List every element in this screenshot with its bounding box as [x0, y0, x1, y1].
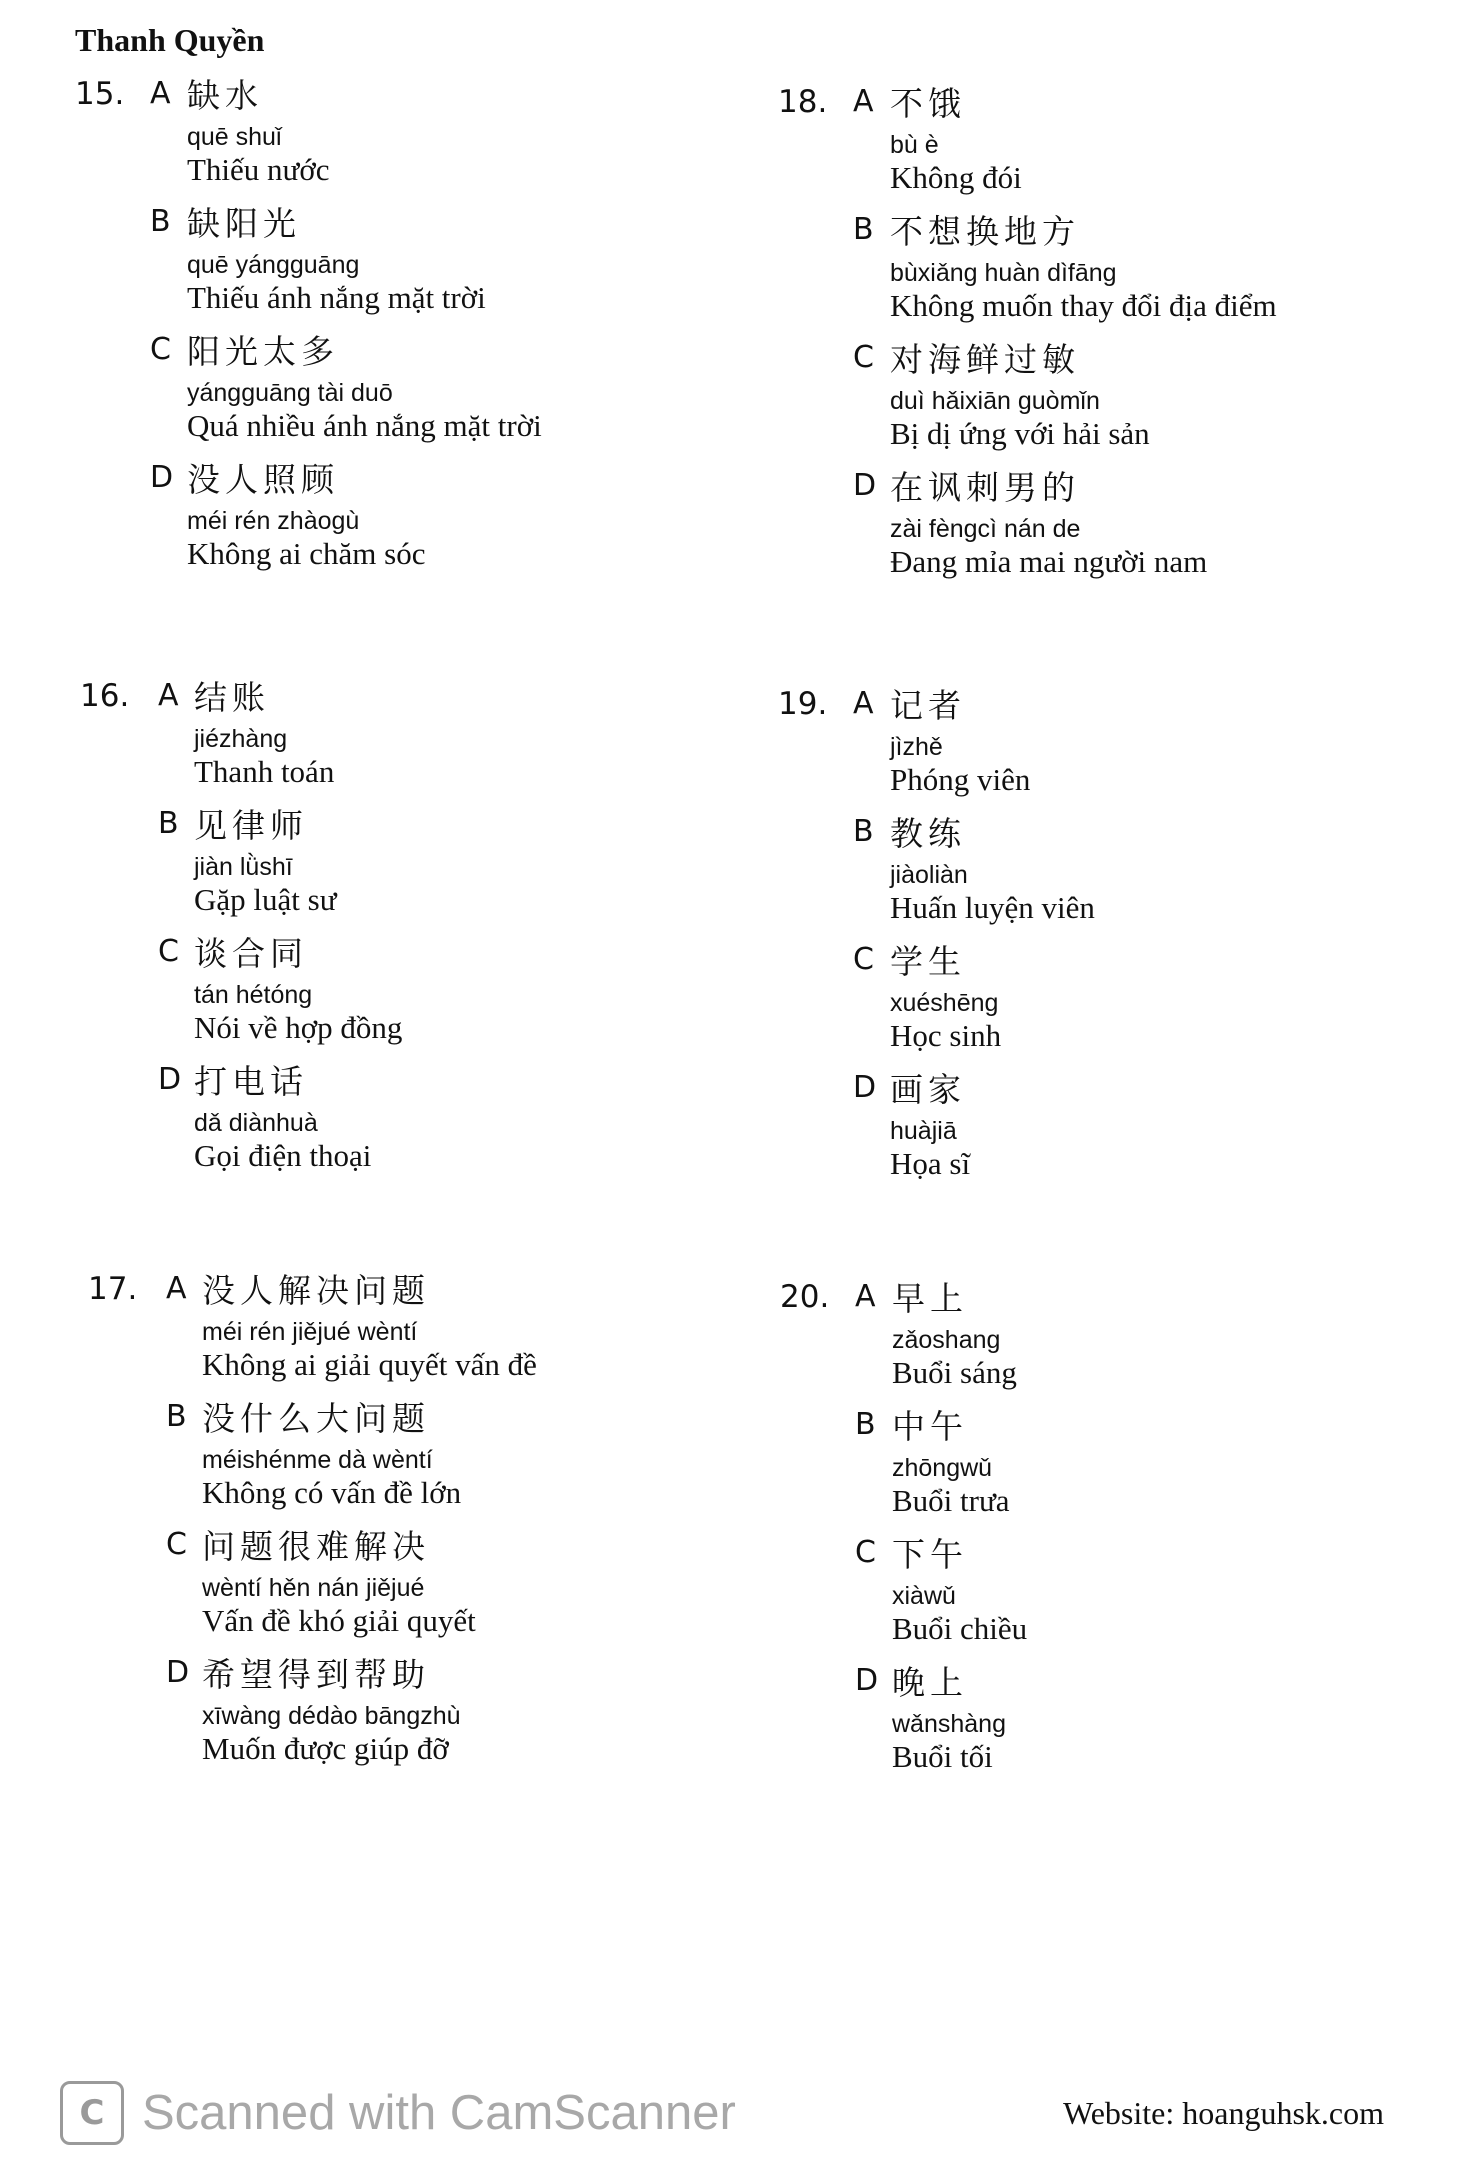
option-hanzi: 缺阳光: [187, 204, 301, 243]
option-vietnamese: Buổi sáng: [892, 1355, 1017, 1390]
option-d: [780, 1657, 1420, 1775]
option-letter: D: [166, 1655, 190, 1690]
option-vietnamese: Không có vấn đề lớn: [202, 1475, 462, 1510]
option-pinyin: xuéshēng: [890, 989, 999, 1017]
question-19: [778, 680, 1418, 1192]
option-pinyin: zài fèngcì nán de: [890, 515, 1081, 543]
option-b: [778, 206, 1418, 324]
option-a: [778, 680, 1418, 798]
option-b: [88, 1393, 728, 1511]
option-vietnamese: Buổi trưa: [892, 1483, 1010, 1518]
option-hanzi: 在讽刺男的: [890, 468, 1080, 507]
option-letter: D: [853, 468, 877, 503]
option-d: [778, 1064, 1418, 1182]
option-vietnamese: Phóng viên: [890, 762, 1031, 797]
option-hanzi: 问题很难解决: [202, 1527, 430, 1566]
option-vietnamese: Vấn đề khó giải quyết: [202, 1603, 476, 1638]
option-letter: C: [158, 934, 179, 969]
option-c: [80, 928, 720, 1046]
option-hanzi: 画家: [890, 1070, 966, 1109]
option-vietnamese: Thanh toán: [194, 754, 335, 789]
option-vietnamese: Thiếu nước: [187, 152, 330, 187]
question-number: 18.: [778, 84, 828, 120]
option-vietnamese: Muốn được giúp đỡ: [202, 1731, 449, 1766]
option-pinyin: tán hétóng: [194, 981, 313, 1009]
option-hanzi: 打电话: [194, 1062, 308, 1101]
option-hanzi: 结账: [194, 678, 270, 717]
option-pinyin: bùxiǎng huàn dìfāng: [890, 259, 1117, 287]
question-number: 16.: [80, 678, 130, 714]
option-letter: B: [853, 212, 874, 247]
option-letter: A: [853, 84, 874, 119]
option-letter: D: [853, 1070, 877, 1105]
camscanner-text: Scanned with CamScanner: [142, 2086, 736, 2140]
option-vietnamese: Không muốn thay đổi địa điểm: [890, 288, 1277, 323]
question-20: [780, 1273, 1420, 1785]
option-hanzi: 记者: [890, 686, 966, 725]
option-c: [780, 1529, 1420, 1647]
option-hanzi: 没人解决问题: [202, 1271, 430, 1310]
option-vietnamese: Học sinh: [890, 1018, 1002, 1053]
option-hanzi: 早上: [892, 1279, 968, 1318]
option-vietnamese: Không ai chăm sóc: [187, 536, 426, 571]
option-vietnamese: Bị dị ứng với hải sản: [890, 416, 1150, 451]
option-vietnamese: Huấn luyện viên: [890, 890, 1095, 925]
option-letter: B: [166, 1399, 187, 1434]
option-letter: B: [158, 806, 179, 841]
option-pinyin: duì hǎixiān guòmǐn: [890, 387, 1100, 415]
option-pinyin: dǎ diànhuà: [194, 1109, 318, 1137]
option-b: [778, 808, 1418, 926]
option-pinyin: wǎnshàng: [892, 1710, 1006, 1738]
option-pinyin: bù è: [890, 131, 939, 159]
camscanner-watermark: [60, 2078, 736, 2148]
question-16: [80, 672, 720, 1184]
option-vietnamese: Không đói: [890, 160, 1022, 195]
question-18: [778, 78, 1418, 590]
option-letter: C: [855, 1535, 876, 1570]
option-hanzi: 希望得到帮助: [202, 1655, 430, 1694]
option-hanzi: 见律师: [194, 806, 308, 845]
option-d: [778, 462, 1418, 580]
option-pinyin: quē shuǐ: [187, 123, 282, 151]
option-pinyin: méi rén jiějué wèntí: [202, 1318, 418, 1346]
option-hanzi: 缺水: [187, 76, 263, 115]
option-pinyin: xiàwǔ: [892, 1582, 956, 1610]
option-hanzi: 没人照顾: [187, 460, 339, 499]
option-letter: D: [150, 460, 174, 495]
option-hanzi: 晚上: [892, 1663, 968, 1702]
option-pinyin: yángguāng tài duō: [187, 379, 393, 407]
option-pinyin: méishénme dà wèntí: [202, 1446, 433, 1474]
option-vietnamese: Quá nhiều ánh nắng mặt trời: [187, 408, 542, 443]
question-15: [75, 70, 715, 582]
option-hanzi: 教练: [890, 814, 966, 853]
option-hanzi: 下午: [892, 1535, 968, 1574]
option-hanzi: 阳光太多: [187, 332, 339, 371]
option-letter: D: [855, 1663, 879, 1698]
author-name: Thanh Quyền: [75, 22, 265, 58]
option-pinyin: huàjiā: [890, 1117, 957, 1145]
option-hanzi: 中午: [892, 1407, 968, 1446]
option-hanzi: 不想换地方: [890, 212, 1080, 251]
option-d: [80, 1056, 720, 1174]
option-vietnamese: Buổi tối: [892, 1739, 993, 1774]
option-letter: A: [853, 686, 874, 721]
option-pinyin: jiàn lǜshī: [194, 853, 293, 881]
option-b: [75, 198, 715, 316]
option-letter: B: [853, 814, 874, 849]
option-pinyin: zhōngwǔ: [892, 1454, 993, 1482]
option-pinyin: quē yángguāng: [187, 251, 360, 279]
option-letter: A: [166, 1271, 187, 1306]
option-vietnamese: Họa sĩ: [890, 1146, 971, 1181]
option-vietnamese: Buổi chiều: [892, 1611, 1028, 1646]
option-pinyin: zǎoshang: [892, 1326, 1001, 1354]
option-letter: A: [150, 76, 171, 111]
option-letter: C: [853, 340, 874, 375]
option-a: [75, 70, 715, 188]
option-d: [75, 454, 715, 572]
option-vietnamese: Nói về hợp đồng: [194, 1010, 403, 1045]
option-pinyin: jiàoliàn: [890, 861, 968, 889]
option-c: [778, 334, 1418, 452]
option-hanzi: 没什么大问题: [202, 1399, 430, 1438]
option-hanzi: 谈合同: [194, 934, 308, 973]
option-a: [88, 1265, 728, 1383]
option-vietnamese: Gọi điện thoại: [194, 1138, 372, 1173]
option-pinyin: jìzhě: [890, 733, 943, 761]
option-pinyin: jiézhàng: [194, 725, 288, 753]
option-hanzi: 对海鲜过敏: [890, 340, 1080, 379]
option-pinyin: xīwàng dédào bāngzhù: [202, 1702, 461, 1730]
question-number: 20.: [780, 1279, 830, 1315]
option-letter: C: [150, 332, 171, 367]
option-vietnamese: Không ai giải quyết vấn đề: [202, 1347, 537, 1382]
option-pinyin: méi rén zhàogù: [187, 507, 360, 535]
option-letter: C: [166, 1527, 187, 1562]
option-c: [778, 936, 1418, 1054]
option-a: [778, 78, 1418, 196]
option-a: [80, 672, 720, 790]
option-c: [75, 326, 715, 444]
question-number: 19.: [778, 686, 828, 722]
camscanner-logo-icon: C: [60, 2081, 124, 2145]
option-letter: A: [158, 678, 179, 713]
option-pinyin: wèntí hěn nán jiějué: [202, 1574, 425, 1602]
option-a: [780, 1273, 1420, 1391]
option-letter: C: [853, 942, 874, 977]
option-d: [88, 1649, 728, 1767]
option-letter: A: [855, 1279, 876, 1314]
option-b: [80, 800, 720, 918]
option-hanzi: 不饿: [890, 84, 966, 123]
question-number: 15.: [75, 76, 125, 112]
option-letter: B: [855, 1407, 876, 1442]
option-vietnamese: Đang mỉa mai người nam: [890, 544, 1208, 579]
option-letter: D: [158, 1062, 182, 1097]
option-b: [780, 1401, 1420, 1519]
option-vietnamese: Thiếu ánh nắng mặt trời: [187, 280, 486, 315]
website-footer: Website: hoanguhsk.com: [1063, 2095, 1384, 2131]
option-vietnamese: Gặp luật sư: [194, 882, 337, 917]
option-letter: B: [150, 204, 171, 239]
question-17: [88, 1265, 728, 1777]
option-c: [88, 1521, 728, 1639]
option-hanzi: 学生: [890, 942, 966, 981]
question-number: 17.: [88, 1271, 138, 1307]
